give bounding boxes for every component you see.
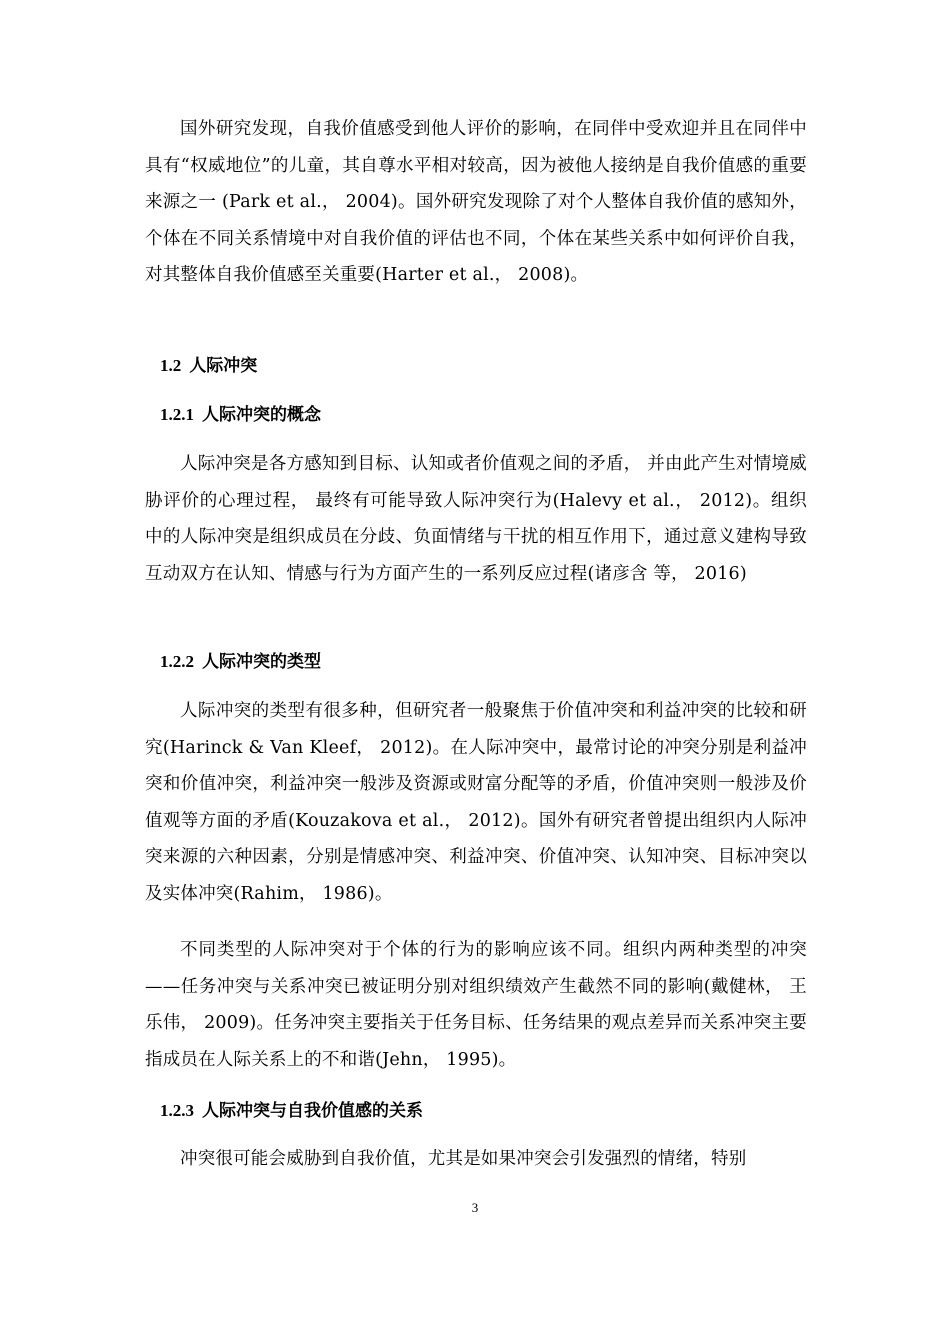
heading-number: 1.2.2 <box>160 652 194 671</box>
page-number: 3 <box>471 1200 479 1215</box>
paragraph-self-worth-research: 国外研究发现，自我价值感受到他人评价的影响，在同伴中受欢迎并且在同伴中具有“权威地位”的儿童，其自尊水平相对较高，因为被他人接纳是自我价值感的重要来源之一 (Park et al.， 2004)。国外研究发现除了对个人整体自我价值的感知外，个体在不同关系情境中对自我价值的评估也不同，个体在某些关系中如何评价自我，对其整体自我价值感至关重要(Harter et al.， 2008)。 <box>145 119 807 285</box>
heading-title: 人际冲突与自我价值感的关系 <box>202 1101 423 1121</box>
paragraph-conflict-concept: 人际冲突是各方感知到目标、认知或者价值观之间的矛盾， 并由此产生对情境威胁评价的心理过程， 最终有可能导致人际冲突行为(Halevy et al.， 2012)。组织中的人际冲突是组织成员在分歧、负面情绪与干扰的相互作用下，通过意义建构导致互动双方在认知、情感与行为方面产生的一系列反应过程(诸彦含 等， 2016) <box>145 454 807 584</box>
heading-title: 人际冲突的类型 <box>202 652 321 672</box>
heading-number: 1.2.3 <box>160 1101 194 1120</box>
heading-title: 人际冲突的概念 <box>202 405 321 425</box>
paragraph-conflict-self-worth: 冲突很可能会威胁到自我价值，尤其是如果冲突会引发强烈的情绪，特别 <box>180 1149 747 1169</box>
paragraph-conflict-effects: 不同类型的人际冲突对于个体的行为的影响应该不同。组织内两种类型的冲突——任务冲突与关系冲突已被证明分别对组织绩效产生截然不同的影响(戴健林， 王乐伟， 2009)。任务冲突主要指关于任务目标、任务结果的观点差异而关系冲突主要指成员在人际关系上的不和谐(Jehn， 1995)。 <box>145 940 807 1070</box>
heading-title: 人际冲突 <box>189 356 258 376</box>
heading-1-2-3 <box>160 1099 423 1123</box>
heading-1-2-2 <box>160 650 321 674</box>
heading-number: 1.2.1 <box>160 405 194 424</box>
heading-1-2 <box>160 354 257 378</box>
heading-1-2-1 <box>160 403 321 427</box>
heading-number: 1.2 <box>160 356 182 375</box>
paragraph-conflict-types: 人际冲突的类型有很多种，但研究者一般聚焦于价值冲突和利益冲突的比较和研究(Harinck & Van Kleef， 2012)。在人际冲突中，最常讨论的冲突分别是利益冲突和价值冲突，利益冲突一般涉及资源或财富分配等的矛盾，价值冲突则一般涉及价值观等方面的矛盾(Kouzakova et al.， 2012)。国外有研究者曾提出组织内人际冲突来源的六种因素，分别是情感冲突、利益冲突、价值冲突、认知冲突、目标冲突以及实体冲突(Rahim， 1986)。 <box>145 701 807 904</box>
